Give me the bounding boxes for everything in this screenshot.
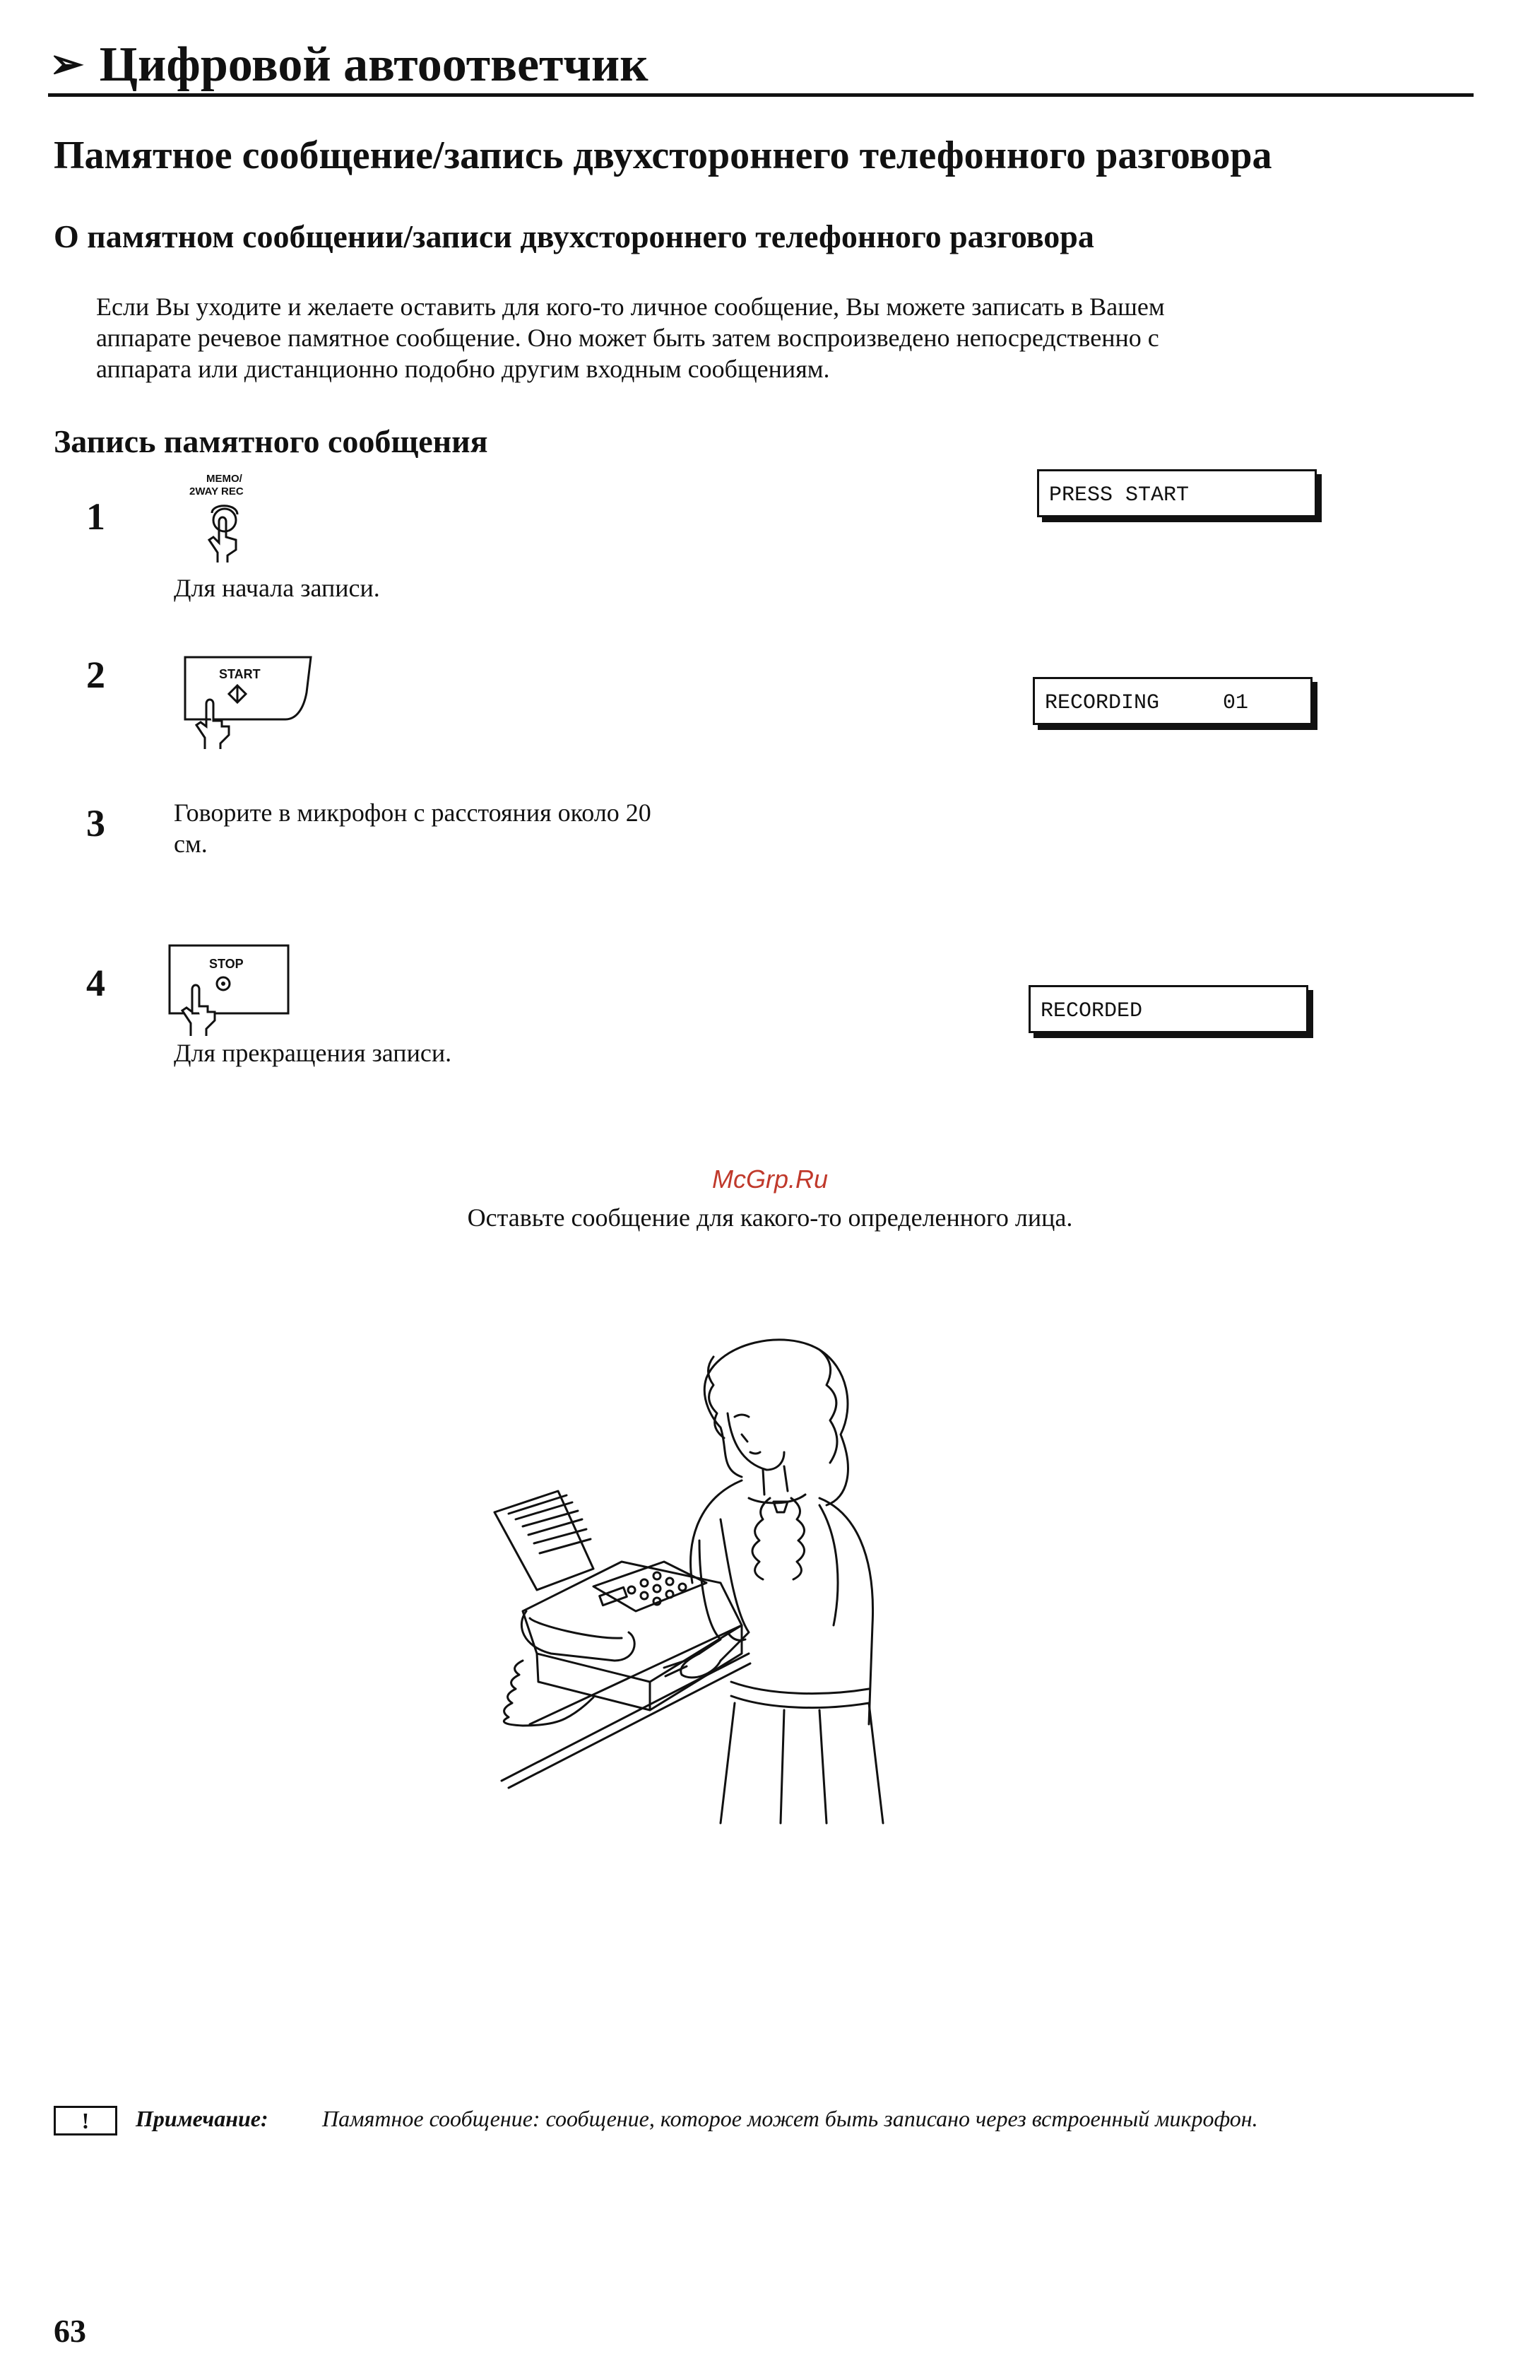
procedure-title: Запись памятного сообщения: [54, 423, 488, 459]
page-subtitle: О памятном сообщении/записи двухстороннего телефонного разговора: [54, 218, 1094, 254]
header-divider: [48, 93, 1474, 97]
intro-line: Если Вы уходите и желаете оставить для кого-то личное сообщение, Вы можете записать в Вашем: [96, 293, 1165, 321]
stop-key-label: STOP: [209, 957, 244, 971]
step-3-number: 3: [86, 802, 105, 844]
step-4-display: RECORDED: [1029, 985, 1308, 1033]
woman-at-fax-illustration: [487, 1329, 982, 1823]
step-4-text: Для прекращения записи.: [174, 1039, 452, 1067]
note-icon: !: [54, 2106, 117, 2135]
watermark: McGrp.Ru: [711, 1165, 829, 1194]
section-title-text: Цифровой автоответчик: [99, 37, 648, 92]
step-1-number: 1: [86, 495, 105, 538]
note-label: Примечание:: [136, 2106, 268, 2131]
arrow-icon: ➢: [49, 41, 84, 87]
stop-key-icon: [164, 940, 291, 1039]
intro-paragraph: [96, 291, 1438, 384]
memo-key-label-1: MEMO/: [206, 473, 242, 485]
section-title: [49, 37, 648, 93]
start-key-icon: [179, 652, 314, 750]
memo-key-icon: [177, 472, 276, 571]
step-3-text: [174, 797, 651, 859]
step-3-text-line: см.: [174, 830, 208, 858]
start-key-label: START: [219, 667, 261, 681]
step-2-display: RECORDING 01: [1033, 677, 1313, 725]
illustration-caption: Оставьте сообщение для какого-то определенного лица.: [467, 1203, 1073, 1232]
intro-line: аппарата или дистанционно подобно другим входным сообщениям.: [96, 355, 830, 383]
step-1-display: PRESS START: [1037, 469, 1317, 517]
memo-key-label-2: 2WAY REC: [189, 485, 244, 497]
note-text: Памятное сообщение: сообщение, которое может быть записано через встроенный микрофон.: [322, 2106, 1258, 2131]
step-3-text-line: Говорите в микрофон с расстояния около 20: [174, 799, 651, 827]
page-title: Памятное сообщение/запись двухстороннего телефонного разговора: [54, 134, 1272, 177]
step-2-number: 2: [86, 654, 105, 696]
step-1-text: Для начала записи.: [174, 574, 380, 602]
step-4-number: 4: [86, 962, 105, 1004]
intro-line: аппарате речевое памятное сообщение. Оно может быть затем воспроизведено непосредственно с: [96, 324, 1159, 352]
page-number: 63: [54, 2313, 86, 2349]
